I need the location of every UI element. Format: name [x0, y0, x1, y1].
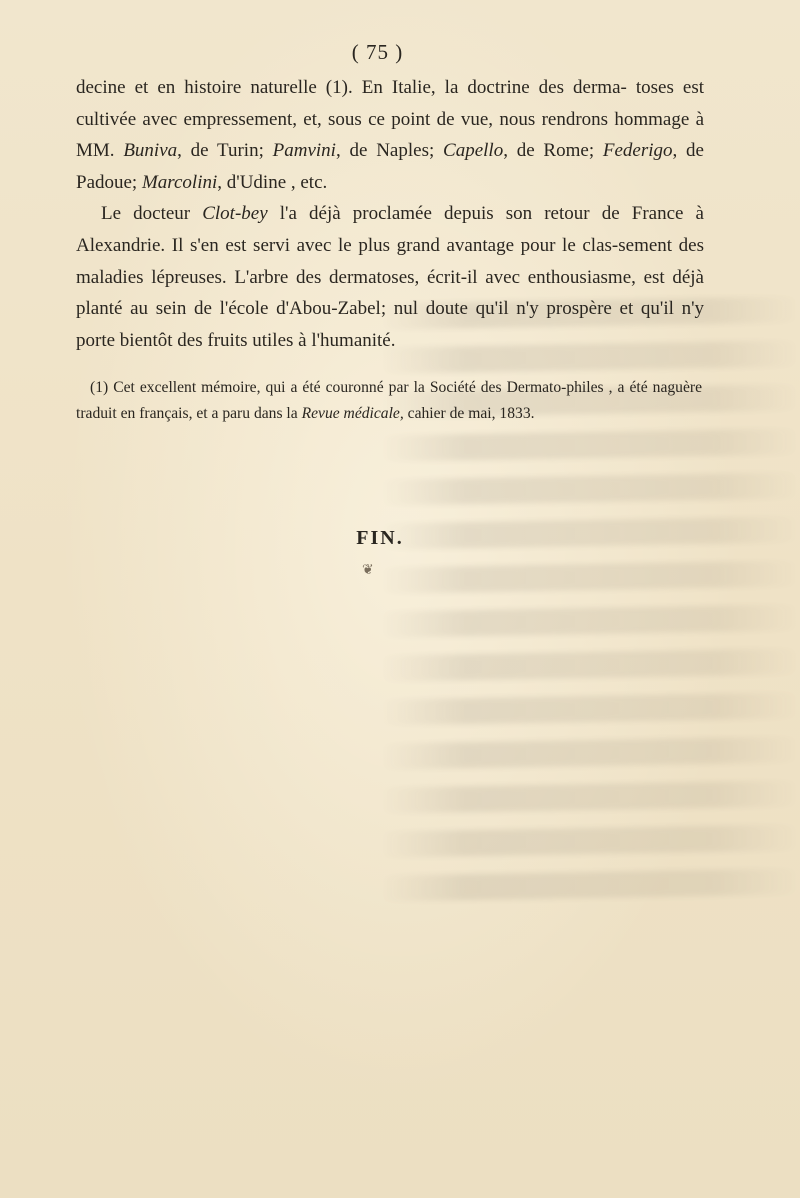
page-number: ( 75 )	[351, 40, 404, 64]
p2-start: Le docteur	[101, 203, 203, 225]
end-mark: FIN.	[356, 527, 404, 549]
p1-line-4c: , d'Udine , etc.	[217, 171, 328, 193]
paragraph-1	[76, 72, 704, 198]
name-pamvini: Pamvini	[272, 140, 336, 162]
name-federigo: Federigo	[602, 140, 673, 162]
footnote-revue-medicale: Revue médicale,	[301, 404, 404, 422]
p1-line-3a: rendrons hommage à MM.	[76, 108, 704, 162]
p1-line-4b: , de Padoue;	[76, 140, 704, 193]
name-buniva: Buniva	[123, 140, 178, 162]
footnote-start: (1) Cet excellent mémoire, qui a été couronné par la Société des Dermato-philes , a été naguère traduit en français, et a paru dans la	[76, 379, 702, 422]
name-clot-bey: Clot-bey	[202, 203, 268, 225]
main-text	[76, 72, 704, 356]
name-capello: Capello	[443, 140, 504, 162]
p1-line-4a: , de Rome;	[503, 140, 603, 162]
p1-line-2: toses est cultivée avec empressement, et, sous ce point de vue, nous	[76, 77, 705, 130]
p2-rest: l'a déjà proclamée depuis son retour de France à Alexandrie. Il s'en est servi avec le plus grand avantage pour le clas-sement des maladies lépreuses. L'arbre des dermatoses, écrit-il avec enthousiasme, est déjà planté au sein de l'école d'Abou-Zabel; nul doute qu'il n'y prospère et qu'il n'y porte bientôt des fruits utiles à l'humanité.	[76, 203, 704, 351]
footnote-text	[76, 375, 702, 426]
p1-line-1: decine et en histoire naturelle (1). En Italie, la doctrine des derma-	[76, 77, 627, 98]
p1-line-3c: , de Naples;	[335, 140, 435, 162]
footnote-end: cahier de mai, 1833.	[403, 404, 535, 422]
name-marcolini: Marcolini	[141, 171, 218, 193]
ornament-icon: ❦	[362, 563, 374, 578]
paragraph-2	[76, 198, 704, 356]
p1-line-3b: , de Turin;	[177, 140, 273, 162]
footnote	[76, 375, 702, 426]
